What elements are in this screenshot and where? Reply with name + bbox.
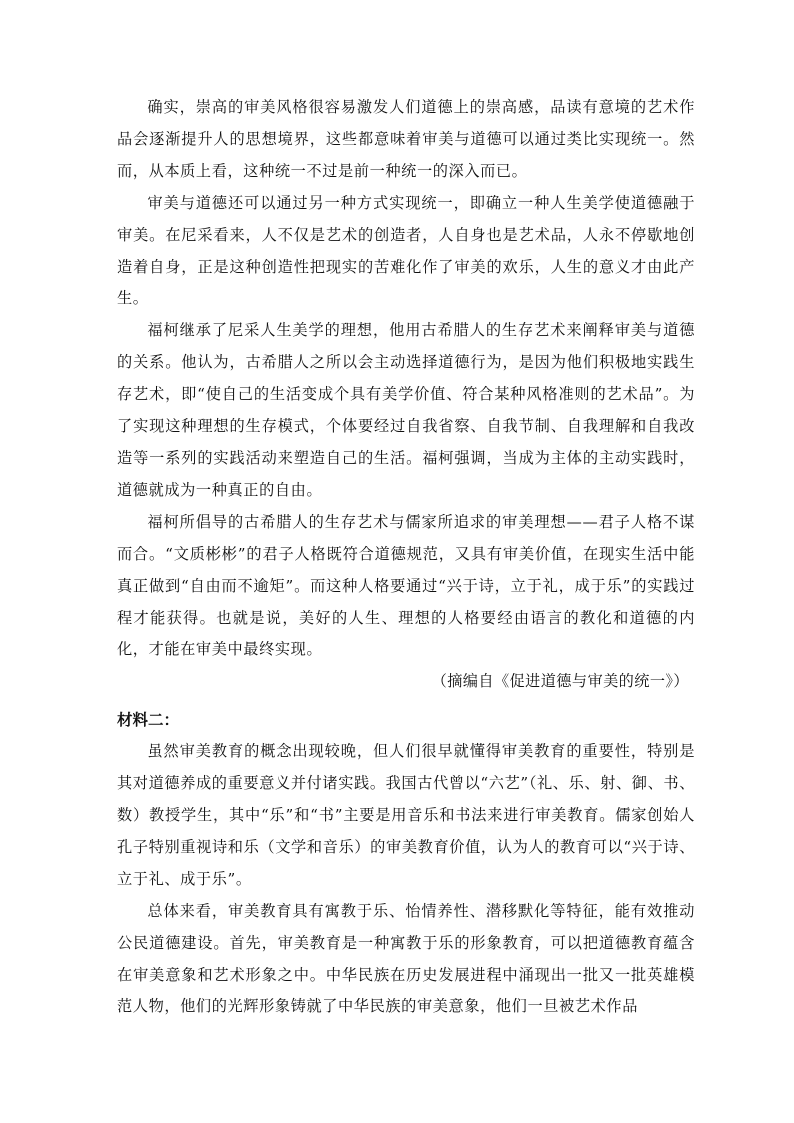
paragraph: 确实，崇高的审美风格很容易激发人们道德上的崇高感，品读有意境的艺术作品会逐渐提升人的思想境界，这些都意味着审美与道德可以通过类比实现统一。然而，从本质上看，这种统一不过是前一种统一的深入而已。: [117, 98, 695, 180]
paragraph: 福柯所倡导的古希腊人的生存艺术与儒家所追求的审美理想——君子人格不谋而合。“文质彬彬”的君子人格既符合道德规范，又具有审美价值，在现实生活中能真正做到“自由而不逾矩”。而这种人格要通过“兴于诗，立于礼，成于乐”的实践过程才能获得。也就是说，美好的人生、理想的人格要经由语言的教化和道德的内化，才能在审美中最终实现。: [117, 512, 695, 659]
paragraph: 总体来看，审美教育具有寓教于乐、怡情养性、潜移默化等特征，能有效推动公民道德建设。首先，审美教育是一种寓教于乐的形象教育，可以把道德教育蕴含在审美意象和艺术形象之中。中华民族在历史发展进程中涌现出一批又一批英雄模范人物，他们的光辉形象铸就了中华民族的审美意象，他们一旦被艺术作品: [117, 901, 695, 1016]
paragraph: 审美与道德还可以通过另一种方式实现统一，即确立一种人生美学使道德融于审美。在尼采看来，人不仅是艺术的创造者，人自身也是艺术品，人永不停歇地创造着自身，正是这种创造性把现实的苦难化作了审美的欢乐，人生的意义才由此产生。: [117, 193, 695, 308]
document-page: [117, 92, 695, 1023]
paragraph: 虽然审美教育的概念出现较晚，但人们很早就懂得审美教育的重要性，特别是其对道德养成的重要意义并付诸实践。我国古代曾以“六艺”（礼、乐、射、御、书、数）教授学生，其中“乐”和“书”主要是用音乐和书法来进行审美教育。儒家创始人孔子特别重视诗和乐（文学和音乐）的审美教育价值，认为人的教育可以“兴于诗、立于礼、成于乐”。: [117, 742, 695, 888]
source-citation: （摘编自《促进道德与审美的统一》）: [431, 672, 689, 691]
section-heading: 材料二：: [117, 711, 180, 730]
paragraph: 福柯继承了尼采人生美学的理想，他用古希腊人的生存艺术来阐释审美与道德的关系。他认为，古希腊人之所以会主动选择道德行为，是因为他们积极地实践生存艺术，即“使自己的生活变成个具有美学价值、符合某种风格准则的艺术品”。为了实现这种理想的生存模式，个体要经过自我省察、自我节制、自我理解和自我改造等一系列的实践活动来塑造自己的生活。福柯强调，当成为主体的主动实践时，道德就成为一种真正的自由。: [117, 321, 695, 499]
